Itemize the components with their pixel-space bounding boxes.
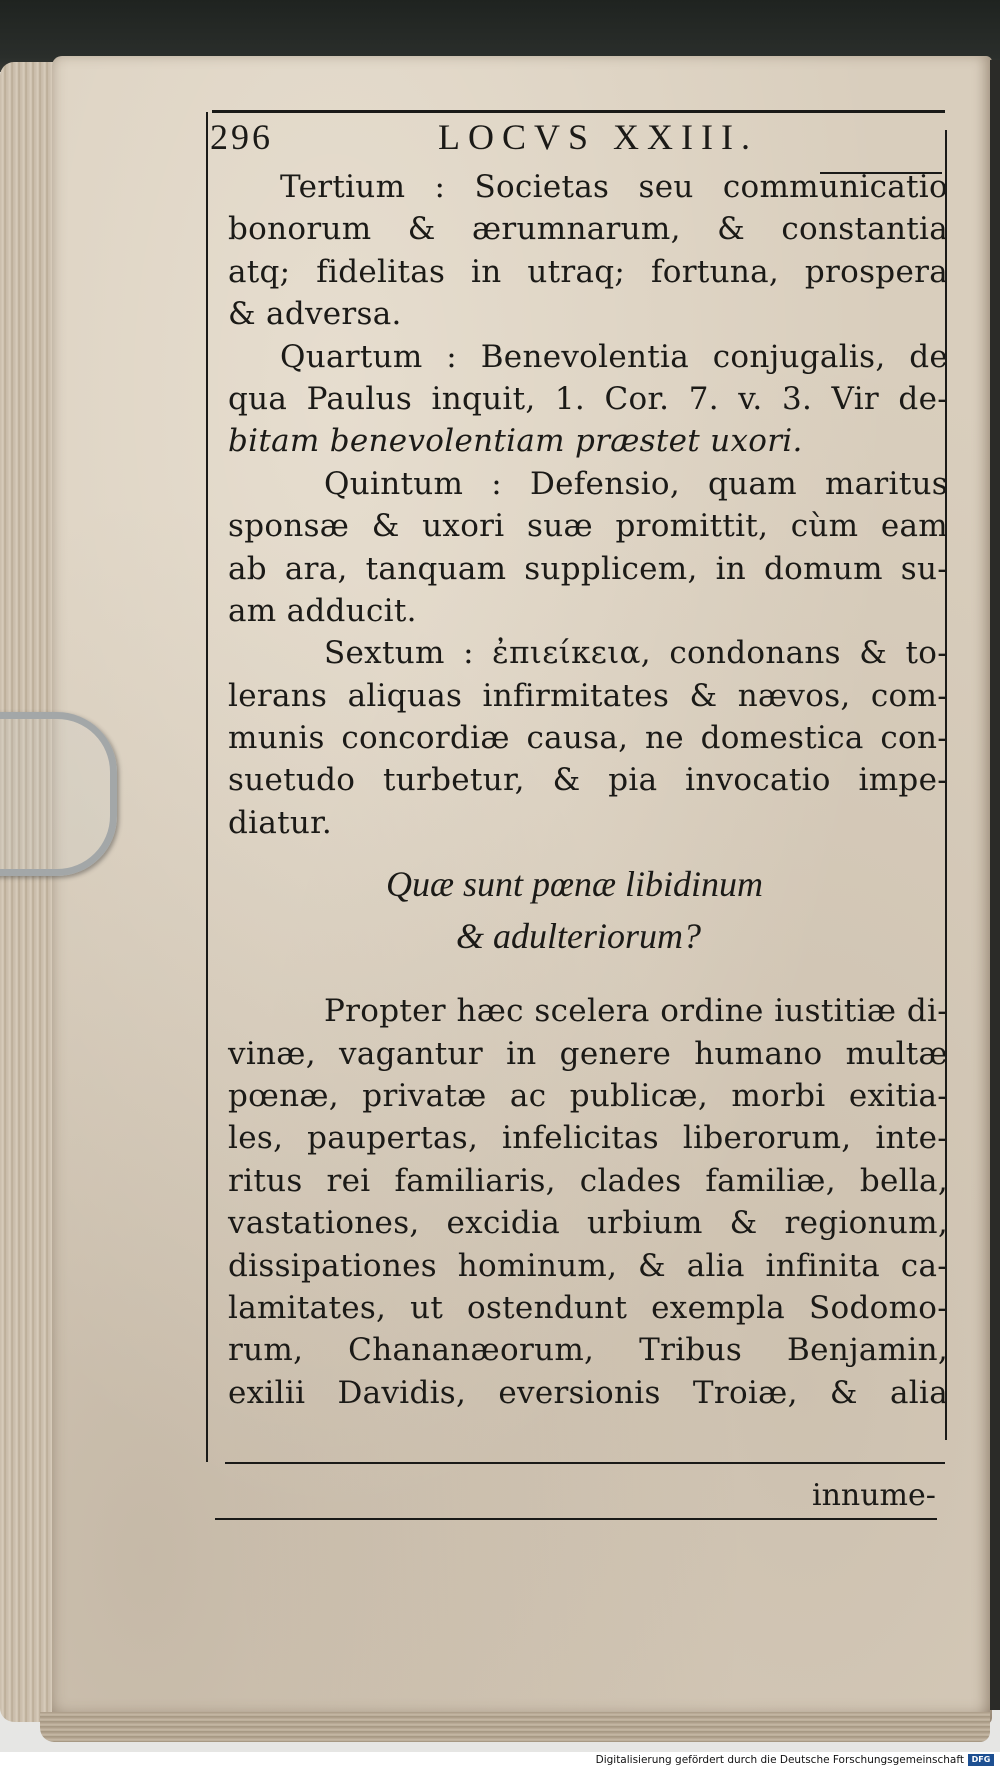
answer-line: les, paupertas, infelicitas liberorum, inte- bbox=[228, 1120, 948, 1157]
body-line: Sextum : ἐπιείκεια, condonans & to- bbox=[324, 635, 948, 672]
running-head bbox=[210, 116, 948, 166]
answer-line: lamitates, ut ostendunt exempla Sodomo- bbox=[228, 1289, 948, 1326]
frame-rule-left bbox=[206, 112, 208, 1462]
frame-rule-top bbox=[212, 110, 945, 113]
body-line: Quintum : Defensio, quam maritus bbox=[324, 465, 948, 502]
body-line: & adversa. bbox=[228, 296, 402, 333]
body-line: lerans aliquas infirmitates & nævos, com- bbox=[228, 677, 948, 714]
dfg-logo: DFG bbox=[968, 1754, 994, 1766]
answer-line: vinæ, vagantur in genere humano multæ bbox=[228, 1035, 948, 1072]
section-heading-line-1: Quæ sunt pœnæ libidinum bbox=[386, 864, 764, 905]
catchword: innume- bbox=[812, 1478, 936, 1513]
body-line: diatur. bbox=[228, 804, 333, 841]
running-title: LOCVS XXIII. bbox=[438, 117, 758, 157]
body-line: am adducit. bbox=[228, 592, 417, 629]
book-bottom-edge bbox=[40, 1712, 990, 1742]
section-heading-line-2: & adulteriorum? bbox=[456, 916, 702, 957]
book-clasp bbox=[0, 712, 117, 876]
body-line: Tertium : Societas seu communicatio bbox=[280, 169, 948, 205]
body-line: sponsæ & uxori suæ promittit, cùm eam bbox=[228, 508, 948, 545]
body-line: suetudo turbetur, & pia invocatio impe- bbox=[228, 762, 948, 799]
body-line: ab ara, tanquam supplicem, in domum su- bbox=[228, 550, 948, 587]
frame-rule-foot bbox=[215, 1518, 937, 1520]
text-column bbox=[210, 116, 948, 1414]
answer-line: rum, Chananæorum, Tribus Benjamin, bbox=[228, 1332, 948, 1369]
answer-line: ritus rei familiaris, clades familiæ, bella, bbox=[228, 1162, 948, 1199]
answer-line: exilii Davidis, eversionis Troiæ, & alia bbox=[228, 1374, 948, 1411]
body-line: bitam benevolentiam præstet uxori. bbox=[228, 423, 803, 460]
answer-line: vastationes, excidia urbium & regionum, bbox=[228, 1205, 948, 1242]
answer-line: dissipationes hominum, & alia infinita ca- bbox=[228, 1247, 948, 1284]
answer-line: pœnæ, privatæ ac publicæ, morbi exitia- bbox=[228, 1078, 948, 1115]
page-number: 296 bbox=[210, 117, 273, 157]
scan-background-right bbox=[990, 60, 1000, 1710]
body-line: bonorum & ærumnarum, & constantia bbox=[228, 211, 948, 248]
body-line: munis concordiæ causa, ne domestica con- bbox=[228, 720, 948, 757]
body-line: atq; fidelitas in utraq; fortuna, prospera bbox=[228, 253, 948, 290]
body-line: qua Paulus inquit, 1. Cor. 7. v. 3. Vir de- bbox=[228, 380, 948, 417]
digitization-credit: Digitalisierung gefördert durch die Deutsche Forschungsgemeinschaft bbox=[595, 1754, 964, 1766]
answer-line: Propter hæc scelera ordine iustitiæ di- bbox=[324, 993, 948, 1030]
frame-rule-bottom bbox=[225, 1462, 945, 1464]
body-line: Quartum : Benevolentia conjugalis, de bbox=[280, 338, 948, 375]
